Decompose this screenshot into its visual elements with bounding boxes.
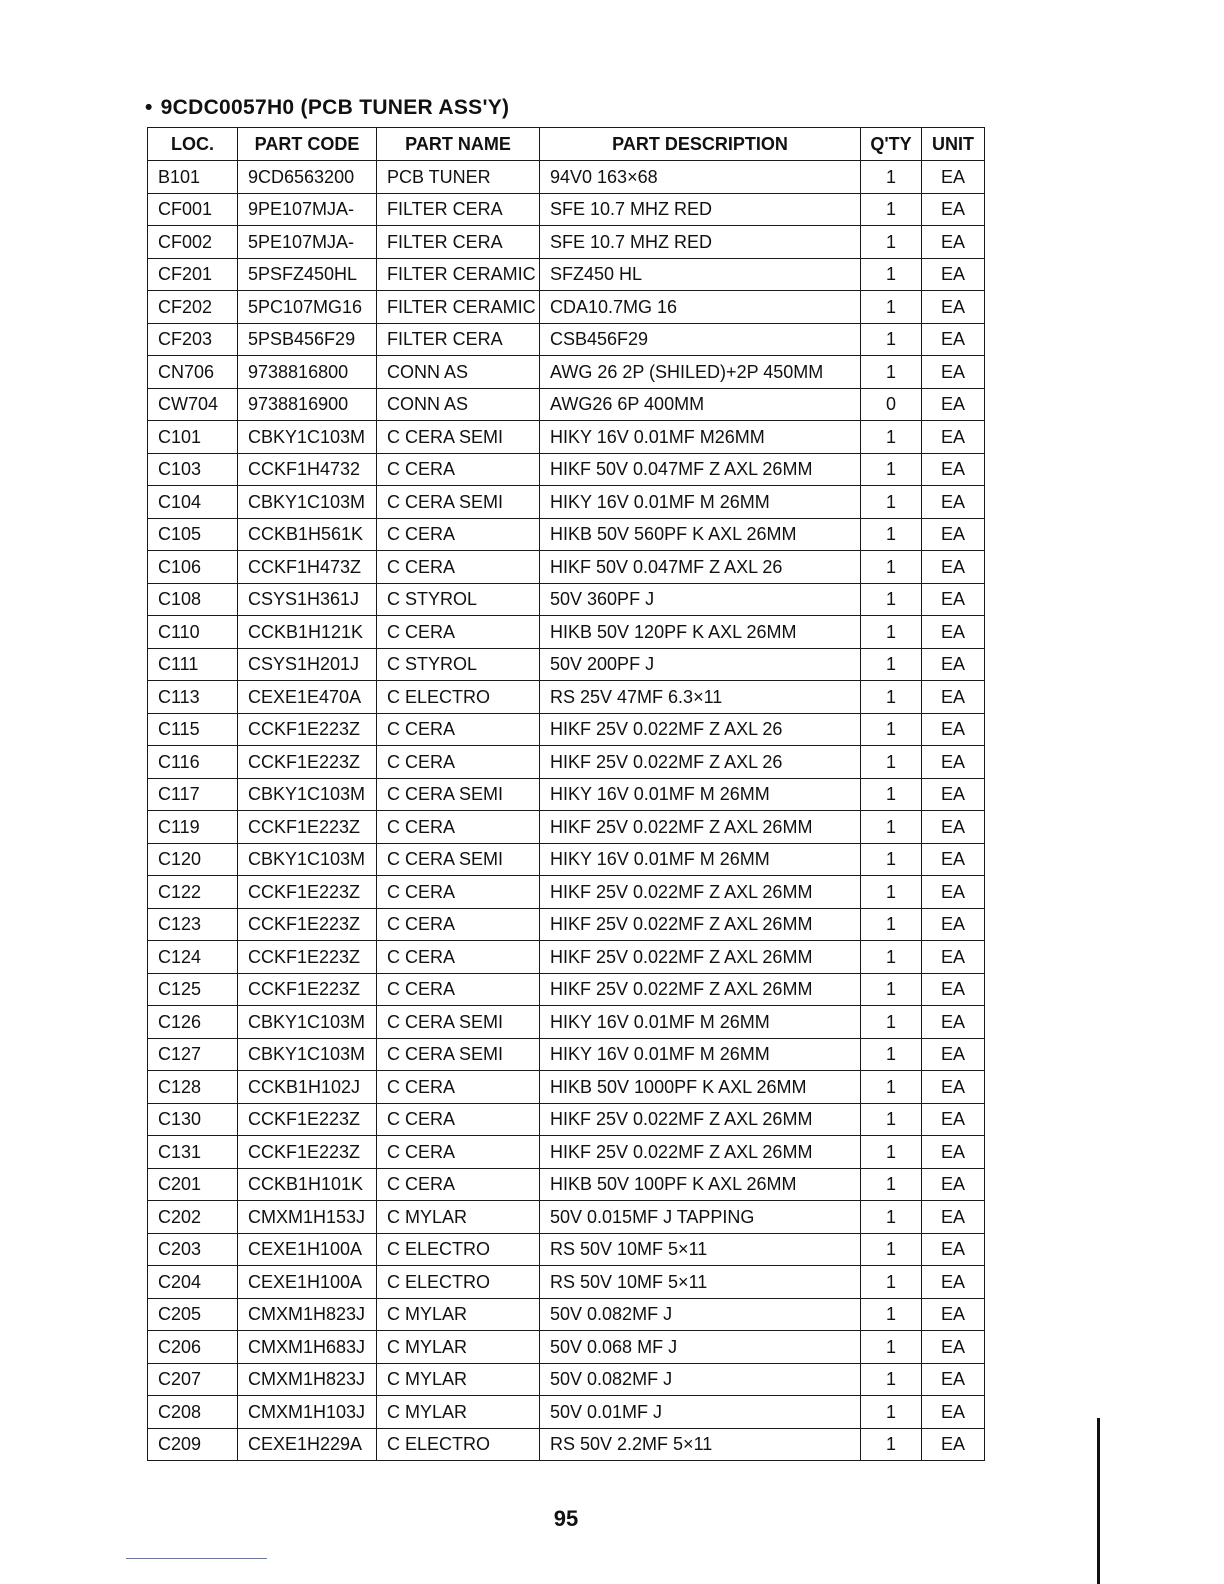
cell-part-description: RS 50V 10MF 5×11 bbox=[540, 1266, 861, 1299]
cell-part-name: C ELECTRO bbox=[377, 1428, 540, 1461]
cell-unit: EA bbox=[922, 811, 985, 844]
cell-part-code: CCKB1H121K bbox=[238, 616, 377, 649]
cell-part-code: CMXM1H153J bbox=[238, 1201, 377, 1234]
cell-unit: EA bbox=[922, 193, 985, 226]
cell-part-code: 9738816900 bbox=[238, 388, 377, 421]
cell-part-code: CCKF1E223Z bbox=[238, 713, 377, 746]
cell-part-description: CSB456F29 bbox=[540, 323, 861, 356]
cell-part-code: CBKY1C103M bbox=[238, 778, 377, 811]
cell-part-name: FILTER CERAMIC bbox=[377, 258, 540, 291]
cell-part-code: 5PC107MG16 bbox=[238, 291, 377, 324]
scan-edge-mark bbox=[1097, 1418, 1100, 1584]
cell-qty: 1 bbox=[861, 1363, 922, 1396]
cell-qty: 1 bbox=[861, 1071, 922, 1104]
cell-part-code: CBKY1C103M bbox=[238, 1038, 377, 1071]
table-row bbox=[148, 713, 985, 746]
cell-part-code: CCKF1E223Z bbox=[238, 746, 377, 779]
table-row bbox=[148, 1331, 985, 1364]
cell-part-code: CCKB1H102J bbox=[238, 1071, 377, 1104]
cell-part-code: CEXE1H229A bbox=[238, 1428, 377, 1461]
table-row bbox=[148, 1006, 985, 1039]
cell-part-description: HIKY 16V 0.01MF M 26MM bbox=[540, 778, 861, 811]
cell-part-code: CCKB1H101K bbox=[238, 1168, 377, 1201]
table-row bbox=[148, 583, 985, 616]
cell-loc: CF201 bbox=[148, 258, 238, 291]
cell-unit: EA bbox=[922, 616, 985, 649]
cell-unit: EA bbox=[922, 1038, 985, 1071]
header-qty: Q'TY bbox=[861, 128, 922, 161]
cell-part-name: C ELECTRO bbox=[377, 1233, 540, 1266]
cell-part-description: HIKF 25V 0.022MF Z AXL 26MM bbox=[540, 1136, 861, 1169]
cell-part-name: C CERA bbox=[377, 453, 540, 486]
cell-qty: 1 bbox=[861, 1006, 922, 1039]
cell-qty: 1 bbox=[861, 518, 922, 551]
cell-part-code: CMXM1H823J bbox=[238, 1363, 377, 1396]
cell-unit: EA bbox=[922, 1233, 985, 1266]
cell-part-code: CBKY1C103M bbox=[238, 843, 377, 876]
parts-table-body bbox=[148, 161, 985, 1461]
cell-loc: C116 bbox=[148, 746, 238, 779]
cell-unit: EA bbox=[922, 746, 985, 779]
cell-qty: 1 bbox=[861, 1136, 922, 1169]
cell-qty: 1 bbox=[861, 1298, 922, 1331]
cell-qty: 1 bbox=[861, 1038, 922, 1071]
cell-loc: C202 bbox=[148, 1201, 238, 1234]
cell-loc: C105 bbox=[148, 518, 238, 551]
cell-part-description: 50V 0.068 MF J bbox=[540, 1331, 861, 1364]
cell-loc: C209 bbox=[148, 1428, 238, 1461]
cell-part-name: C STYROL bbox=[377, 583, 540, 616]
cell-loc: C206 bbox=[148, 1331, 238, 1364]
cell-part-description: HIKF 50V 0.047MF Z AXL 26MM bbox=[540, 453, 861, 486]
cell-part-name: C CERA bbox=[377, 551, 540, 584]
cell-qty: 1 bbox=[861, 551, 922, 584]
table-row bbox=[148, 746, 985, 779]
cell-unit: EA bbox=[922, 778, 985, 811]
cell-part-name: C CERA SEMI bbox=[377, 778, 540, 811]
cell-qty: 1 bbox=[861, 421, 922, 454]
cell-unit: EA bbox=[922, 291, 985, 324]
cell-part-description: HIKB 50V 1000PF K AXL 26MM bbox=[540, 1071, 861, 1104]
cell-part-name: C CERA bbox=[377, 1071, 540, 1104]
cell-loc: C125 bbox=[148, 973, 238, 1006]
cell-loc: B101 bbox=[148, 161, 238, 194]
cell-qty: 1 bbox=[861, 583, 922, 616]
cell-part-code: CCKB1H561K bbox=[238, 518, 377, 551]
page-number: 95 bbox=[553, 1506, 579, 1531]
cell-unit: EA bbox=[922, 648, 985, 681]
cell-part-name: C CERA bbox=[377, 616, 540, 649]
header-part-name: PART NAME bbox=[377, 128, 540, 161]
cell-unit: EA bbox=[922, 713, 985, 746]
cell-part-code: CEXE1H100A bbox=[238, 1233, 377, 1266]
cell-unit: EA bbox=[922, 1266, 985, 1299]
cell-part-code: CMXM1H683J bbox=[238, 1331, 377, 1364]
cell-qty: 1 bbox=[861, 1396, 922, 1429]
table-row bbox=[148, 843, 985, 876]
cell-qty: 1 bbox=[861, 1428, 922, 1461]
table-row bbox=[148, 681, 985, 714]
header-part-code: PART CODE bbox=[238, 128, 377, 161]
cell-loc: C201 bbox=[148, 1168, 238, 1201]
cell-part-code: 9PE107MJA- bbox=[238, 193, 377, 226]
cell-part-name: C CERA bbox=[377, 713, 540, 746]
table-row bbox=[148, 486, 985, 519]
cell-part-name: FILTER CERA bbox=[377, 226, 540, 259]
table-row bbox=[148, 258, 985, 291]
cell-loc: CW704 bbox=[148, 388, 238, 421]
table-row bbox=[148, 1038, 985, 1071]
table-row bbox=[148, 778, 985, 811]
cell-unit: EA bbox=[922, 323, 985, 356]
table-row bbox=[148, 291, 985, 324]
cell-unit: EA bbox=[922, 226, 985, 259]
cell-part-name: C MYLAR bbox=[377, 1298, 540, 1331]
table-row bbox=[148, 551, 985, 584]
cell-loc: C205 bbox=[148, 1298, 238, 1331]
cell-loc: C115 bbox=[148, 713, 238, 746]
cell-unit: EA bbox=[922, 908, 985, 941]
cell-qty: 1 bbox=[861, 226, 922, 259]
table-row bbox=[148, 1428, 985, 1461]
cell-part-description: 50V 0.01MF J bbox=[540, 1396, 861, 1429]
cell-loc: C126 bbox=[148, 1006, 238, 1039]
cell-part-description: 94V0 163×68 bbox=[540, 161, 861, 194]
cell-part-description: AWG26 6P 400MM bbox=[540, 388, 861, 421]
cell-unit: EA bbox=[922, 941, 985, 974]
cell-unit: EA bbox=[922, 518, 985, 551]
table-row bbox=[148, 453, 985, 486]
cell-unit: EA bbox=[922, 1298, 985, 1331]
cell-loc: C124 bbox=[148, 941, 238, 974]
cell-part-description: SFE 10.7 MHZ RED bbox=[540, 193, 861, 226]
cell-part-code: CCKF1E223Z bbox=[238, 876, 377, 909]
cell-part-code: CSYS1H201J bbox=[238, 648, 377, 681]
table-row bbox=[148, 323, 985, 356]
cell-part-name: CONN AS bbox=[377, 356, 540, 389]
header-unit: UNIT bbox=[922, 128, 985, 161]
cell-loc: CF001 bbox=[148, 193, 238, 226]
title-text: 9CDC0057H0 (PCB TUNER ASS'Y) bbox=[160, 96, 510, 119]
cell-part-description: HIKB 50V 560PF K AXL 26MM bbox=[540, 518, 861, 551]
cell-part-code: CEXE1E470A bbox=[238, 681, 377, 714]
table-row bbox=[148, 161, 985, 194]
cell-qty: 1 bbox=[861, 1331, 922, 1364]
cell-unit: EA bbox=[922, 1428, 985, 1461]
cell-qty: 1 bbox=[861, 486, 922, 519]
cell-part-description: SFZ450 HL bbox=[540, 258, 861, 291]
table-row bbox=[148, 1136, 985, 1169]
cell-loc: C204 bbox=[148, 1266, 238, 1299]
cell-part-description: HIKF 25V 0.022MF Z AXL 26MM bbox=[540, 811, 861, 844]
cell-loc: CF203 bbox=[148, 323, 238, 356]
cell-qty: 1 bbox=[861, 713, 922, 746]
cell-unit: EA bbox=[922, 1168, 985, 1201]
cell-loc: C103 bbox=[148, 453, 238, 486]
cell-qty: 1 bbox=[861, 1233, 922, 1266]
page-title bbox=[145, 96, 509, 120]
cell-unit: EA bbox=[922, 973, 985, 1006]
cell-part-code: 5PE107MJA- bbox=[238, 226, 377, 259]
cell-part-name: C CERA SEMI bbox=[377, 1006, 540, 1039]
cell-part-description: RS 50V 10MF 5×11 bbox=[540, 1233, 861, 1266]
cell-unit: EA bbox=[922, 1396, 985, 1429]
cell-part-code: CCKF1H4732 bbox=[238, 453, 377, 486]
cell-qty: 1 bbox=[861, 161, 922, 194]
cell-part-description: HIKB 50V 100PF K AXL 26MM bbox=[540, 1168, 861, 1201]
cell-part-code: CCKF1E223Z bbox=[238, 941, 377, 974]
cell-part-name: C CERA SEMI bbox=[377, 1038, 540, 1071]
cell-qty: 1 bbox=[861, 876, 922, 909]
table-row bbox=[148, 1298, 985, 1331]
cell-part-name: C CERA bbox=[377, 746, 540, 779]
table-row bbox=[148, 648, 985, 681]
cell-part-description: 50V 0.015MF J TAPPING bbox=[540, 1201, 861, 1234]
table-row bbox=[148, 388, 985, 421]
cell-unit: EA bbox=[922, 681, 985, 714]
cell-qty: 1 bbox=[861, 778, 922, 811]
cell-unit: EA bbox=[922, 388, 985, 421]
cell-part-name: C CERA bbox=[377, 518, 540, 551]
cell-part-description: HIKY 16V 0.01MF M 26MM bbox=[540, 1038, 861, 1071]
cell-part-code: 5PSFZ450HL bbox=[238, 258, 377, 291]
cell-loc: CF002 bbox=[148, 226, 238, 259]
cell-loc: C117 bbox=[148, 778, 238, 811]
cell-part-name: FILTER CERA bbox=[377, 323, 540, 356]
cell-part-name: FILTER CERA bbox=[377, 193, 540, 226]
table-row bbox=[148, 1168, 985, 1201]
footer-rule bbox=[126, 1558, 267, 1559]
cell-unit: EA bbox=[922, 486, 985, 519]
cell-unit: EA bbox=[922, 1071, 985, 1104]
cell-part-name: C CERA bbox=[377, 1136, 540, 1169]
cell-qty: 1 bbox=[861, 1168, 922, 1201]
cell-part-name: C STYROL bbox=[377, 648, 540, 681]
cell-part-description: HIKY 16V 0.01MF M 26MM bbox=[540, 486, 861, 519]
cell-part-code: CCKF1H473Z bbox=[238, 551, 377, 584]
cell-qty: 1 bbox=[861, 291, 922, 324]
cell-loc: C207 bbox=[148, 1363, 238, 1396]
cell-part-code: CCKF1E223Z bbox=[238, 811, 377, 844]
cell-part-name: C MYLAR bbox=[377, 1201, 540, 1234]
cell-part-description: HIKY 16V 0.01MF M 26MM bbox=[540, 843, 861, 876]
cell-part-name: C CERA bbox=[377, 973, 540, 1006]
cell-loc: C106 bbox=[148, 551, 238, 584]
cell-part-code: CBKY1C103M bbox=[238, 1006, 377, 1039]
table-row bbox=[148, 1266, 985, 1299]
table-header-row bbox=[148, 128, 985, 161]
table-row bbox=[148, 421, 985, 454]
table-row bbox=[148, 973, 985, 1006]
cell-part-code: CCKF1E223Z bbox=[238, 1136, 377, 1169]
cell-part-name: C CERA bbox=[377, 1168, 540, 1201]
table-row bbox=[148, 1071, 985, 1104]
cell-part-code: CCKF1E223Z bbox=[238, 908, 377, 941]
cell-unit: EA bbox=[922, 453, 985, 486]
cell-part-name: C CERA SEMI bbox=[377, 421, 540, 454]
cell-unit: EA bbox=[922, 356, 985, 389]
cell-part-description: CDA10.7MG 16 bbox=[540, 291, 861, 324]
cell-qty: 1 bbox=[861, 941, 922, 974]
cell-qty: 1 bbox=[861, 973, 922, 1006]
cell-loc: C113 bbox=[148, 681, 238, 714]
cell-part-code: CMXM1H103J bbox=[238, 1396, 377, 1429]
cell-part-description: 50V 200PF J bbox=[540, 648, 861, 681]
cell-part-description: RS 50V 2.2MF 5×11 bbox=[540, 1428, 861, 1461]
cell-qty: 0 bbox=[861, 388, 922, 421]
cell-qty: 1 bbox=[861, 1201, 922, 1234]
cell-loc: C108 bbox=[148, 583, 238, 616]
cell-part-description: HIKF 25V 0.022MF Z AXL 26 bbox=[540, 746, 861, 779]
cell-part-name: CONN AS bbox=[377, 388, 540, 421]
cell-loc: C111 bbox=[148, 648, 238, 681]
table-row bbox=[148, 876, 985, 909]
table-row bbox=[148, 1233, 985, 1266]
cell-loc: C208 bbox=[148, 1396, 238, 1429]
table-row bbox=[148, 518, 985, 551]
cell-qty: 1 bbox=[861, 616, 922, 649]
cell-part-description: HIKF 25V 0.022MF Z AXL 26MM bbox=[540, 973, 861, 1006]
cell-unit: EA bbox=[922, 843, 985, 876]
cell-qty: 1 bbox=[861, 746, 922, 779]
cell-part-code: CSYS1H361J bbox=[238, 583, 377, 616]
table-row bbox=[148, 1396, 985, 1429]
cell-loc: C130 bbox=[148, 1103, 238, 1136]
cell-part-code: CBKY1C103M bbox=[238, 486, 377, 519]
cell-part-description: 50V 360PF J bbox=[540, 583, 861, 616]
cell-part-name: C ELECTRO bbox=[377, 1266, 540, 1299]
table-row bbox=[148, 226, 985, 259]
cell-qty: 1 bbox=[861, 453, 922, 486]
cell-unit: EA bbox=[922, 551, 985, 584]
cell-loc: C104 bbox=[148, 486, 238, 519]
title-bullet: • bbox=[145, 96, 153, 119]
cell-loc: C203 bbox=[148, 1233, 238, 1266]
cell-part-code: CBKY1C103M bbox=[238, 421, 377, 454]
cell-part-description: HIKF 25V 0.022MF Z AXL 26 bbox=[540, 713, 861, 746]
cell-unit: EA bbox=[922, 1103, 985, 1136]
parts-table bbox=[147, 127, 985, 1461]
cell-part-description: AWG 26 2P (SHILED)+2P 450MM bbox=[540, 356, 861, 389]
cell-part-code: CEXE1H100A bbox=[238, 1266, 377, 1299]
table-row bbox=[148, 1201, 985, 1234]
cell-qty: 1 bbox=[861, 908, 922, 941]
cell-unit: EA bbox=[922, 258, 985, 291]
table-row bbox=[148, 1363, 985, 1396]
cell-part-name: C MYLAR bbox=[377, 1331, 540, 1364]
cell-unit: EA bbox=[922, 1201, 985, 1234]
cell-part-code: CCKF1E223Z bbox=[238, 973, 377, 1006]
cell-qty: 1 bbox=[861, 843, 922, 876]
cell-unit: EA bbox=[922, 1331, 985, 1364]
cell-part-description: HIKY 16V 0.01MF M26MM bbox=[540, 421, 861, 454]
cell-part-name: FILTER CERAMIC bbox=[377, 291, 540, 324]
table-row bbox=[148, 1103, 985, 1136]
cell-part-description: RS 25V 47MF 6.3×11 bbox=[540, 681, 861, 714]
cell-part-description: 50V 0.082MF J bbox=[540, 1363, 861, 1396]
cell-part-description: HIKF 50V 0.047MF Z AXL 26 bbox=[540, 551, 861, 584]
cell-qty: 1 bbox=[861, 1266, 922, 1299]
cell-part-description: HIKY 16V 0.01MF M 26MM bbox=[540, 1006, 861, 1039]
cell-qty: 1 bbox=[861, 811, 922, 844]
cell-unit: EA bbox=[922, 421, 985, 454]
cell-loc: C123 bbox=[148, 908, 238, 941]
cell-loc: C122 bbox=[148, 876, 238, 909]
cell-unit: EA bbox=[922, 1136, 985, 1169]
cell-part-description: HIKF 25V 0.022MF Z AXL 26MM bbox=[540, 908, 861, 941]
cell-part-name: C CERA bbox=[377, 1103, 540, 1136]
header-loc: LOC. bbox=[148, 128, 238, 161]
cell-qty: 1 bbox=[861, 258, 922, 291]
header-part-description: PART DESCRIPTION bbox=[540, 128, 861, 161]
cell-part-code: 5PSB456F29 bbox=[238, 323, 377, 356]
cell-loc: C119 bbox=[148, 811, 238, 844]
cell-part-name: C CERA SEMI bbox=[377, 486, 540, 519]
table-row bbox=[148, 908, 985, 941]
cell-part-name: C CERA bbox=[377, 876, 540, 909]
cell-loc: C110 bbox=[148, 616, 238, 649]
cell-unit: EA bbox=[922, 1006, 985, 1039]
cell-qty: 1 bbox=[861, 356, 922, 389]
cell-part-name: C MYLAR bbox=[377, 1363, 540, 1396]
cell-part-code: 9738816800 bbox=[238, 356, 377, 389]
table-row bbox=[148, 941, 985, 974]
cell-unit: EA bbox=[922, 583, 985, 616]
cell-part-name: C CERA bbox=[377, 811, 540, 844]
cell-loc: CN706 bbox=[148, 356, 238, 389]
cell-loc: C131 bbox=[148, 1136, 238, 1169]
cell-qty: 1 bbox=[861, 193, 922, 226]
cell-part-name: C CERA bbox=[377, 941, 540, 974]
cell-loc: C128 bbox=[148, 1071, 238, 1104]
cell-part-code: CMXM1H823J bbox=[238, 1298, 377, 1331]
table-row bbox=[148, 811, 985, 844]
cell-loc: CF202 bbox=[148, 291, 238, 324]
cell-part-name: C MYLAR bbox=[377, 1396, 540, 1429]
cell-qty: 1 bbox=[861, 1103, 922, 1136]
cell-unit: EA bbox=[922, 876, 985, 909]
cell-part-name: C ELECTRO bbox=[377, 681, 540, 714]
cell-part-description: HIKB 50V 120PF K AXL 26MM bbox=[540, 616, 861, 649]
cell-qty: 1 bbox=[861, 681, 922, 714]
cell-unit: EA bbox=[922, 161, 985, 194]
cell-qty: 1 bbox=[861, 323, 922, 356]
cell-loc: C127 bbox=[148, 1038, 238, 1071]
cell-part-description: HIKF 25V 0.022MF Z AXL 26MM bbox=[540, 876, 861, 909]
cell-part-code: CCKF1E223Z bbox=[238, 1103, 377, 1136]
cell-unit: EA bbox=[922, 1363, 985, 1396]
cell-part-name: C CERA bbox=[377, 908, 540, 941]
table-row bbox=[148, 193, 985, 226]
cell-loc: C101 bbox=[148, 421, 238, 454]
cell-part-description: HIKF 25V 0.022MF Z AXL 26MM bbox=[540, 941, 861, 974]
cell-part-description: HIKF 25V 0.022MF Z AXL 26MM bbox=[540, 1103, 861, 1136]
cell-qty: 1 bbox=[861, 648, 922, 681]
cell-part-description: 50V 0.082MF J bbox=[540, 1298, 861, 1331]
table-row bbox=[148, 356, 985, 389]
cell-part-code: 9CD6563200 bbox=[238, 161, 377, 194]
cell-part-name: C CERA SEMI bbox=[377, 843, 540, 876]
cell-part-description: SFE 10.7 MHZ RED bbox=[540, 226, 861, 259]
table-row bbox=[148, 616, 985, 649]
cell-part-name: PCB TUNER bbox=[377, 161, 540, 194]
cell-loc: C120 bbox=[148, 843, 238, 876]
